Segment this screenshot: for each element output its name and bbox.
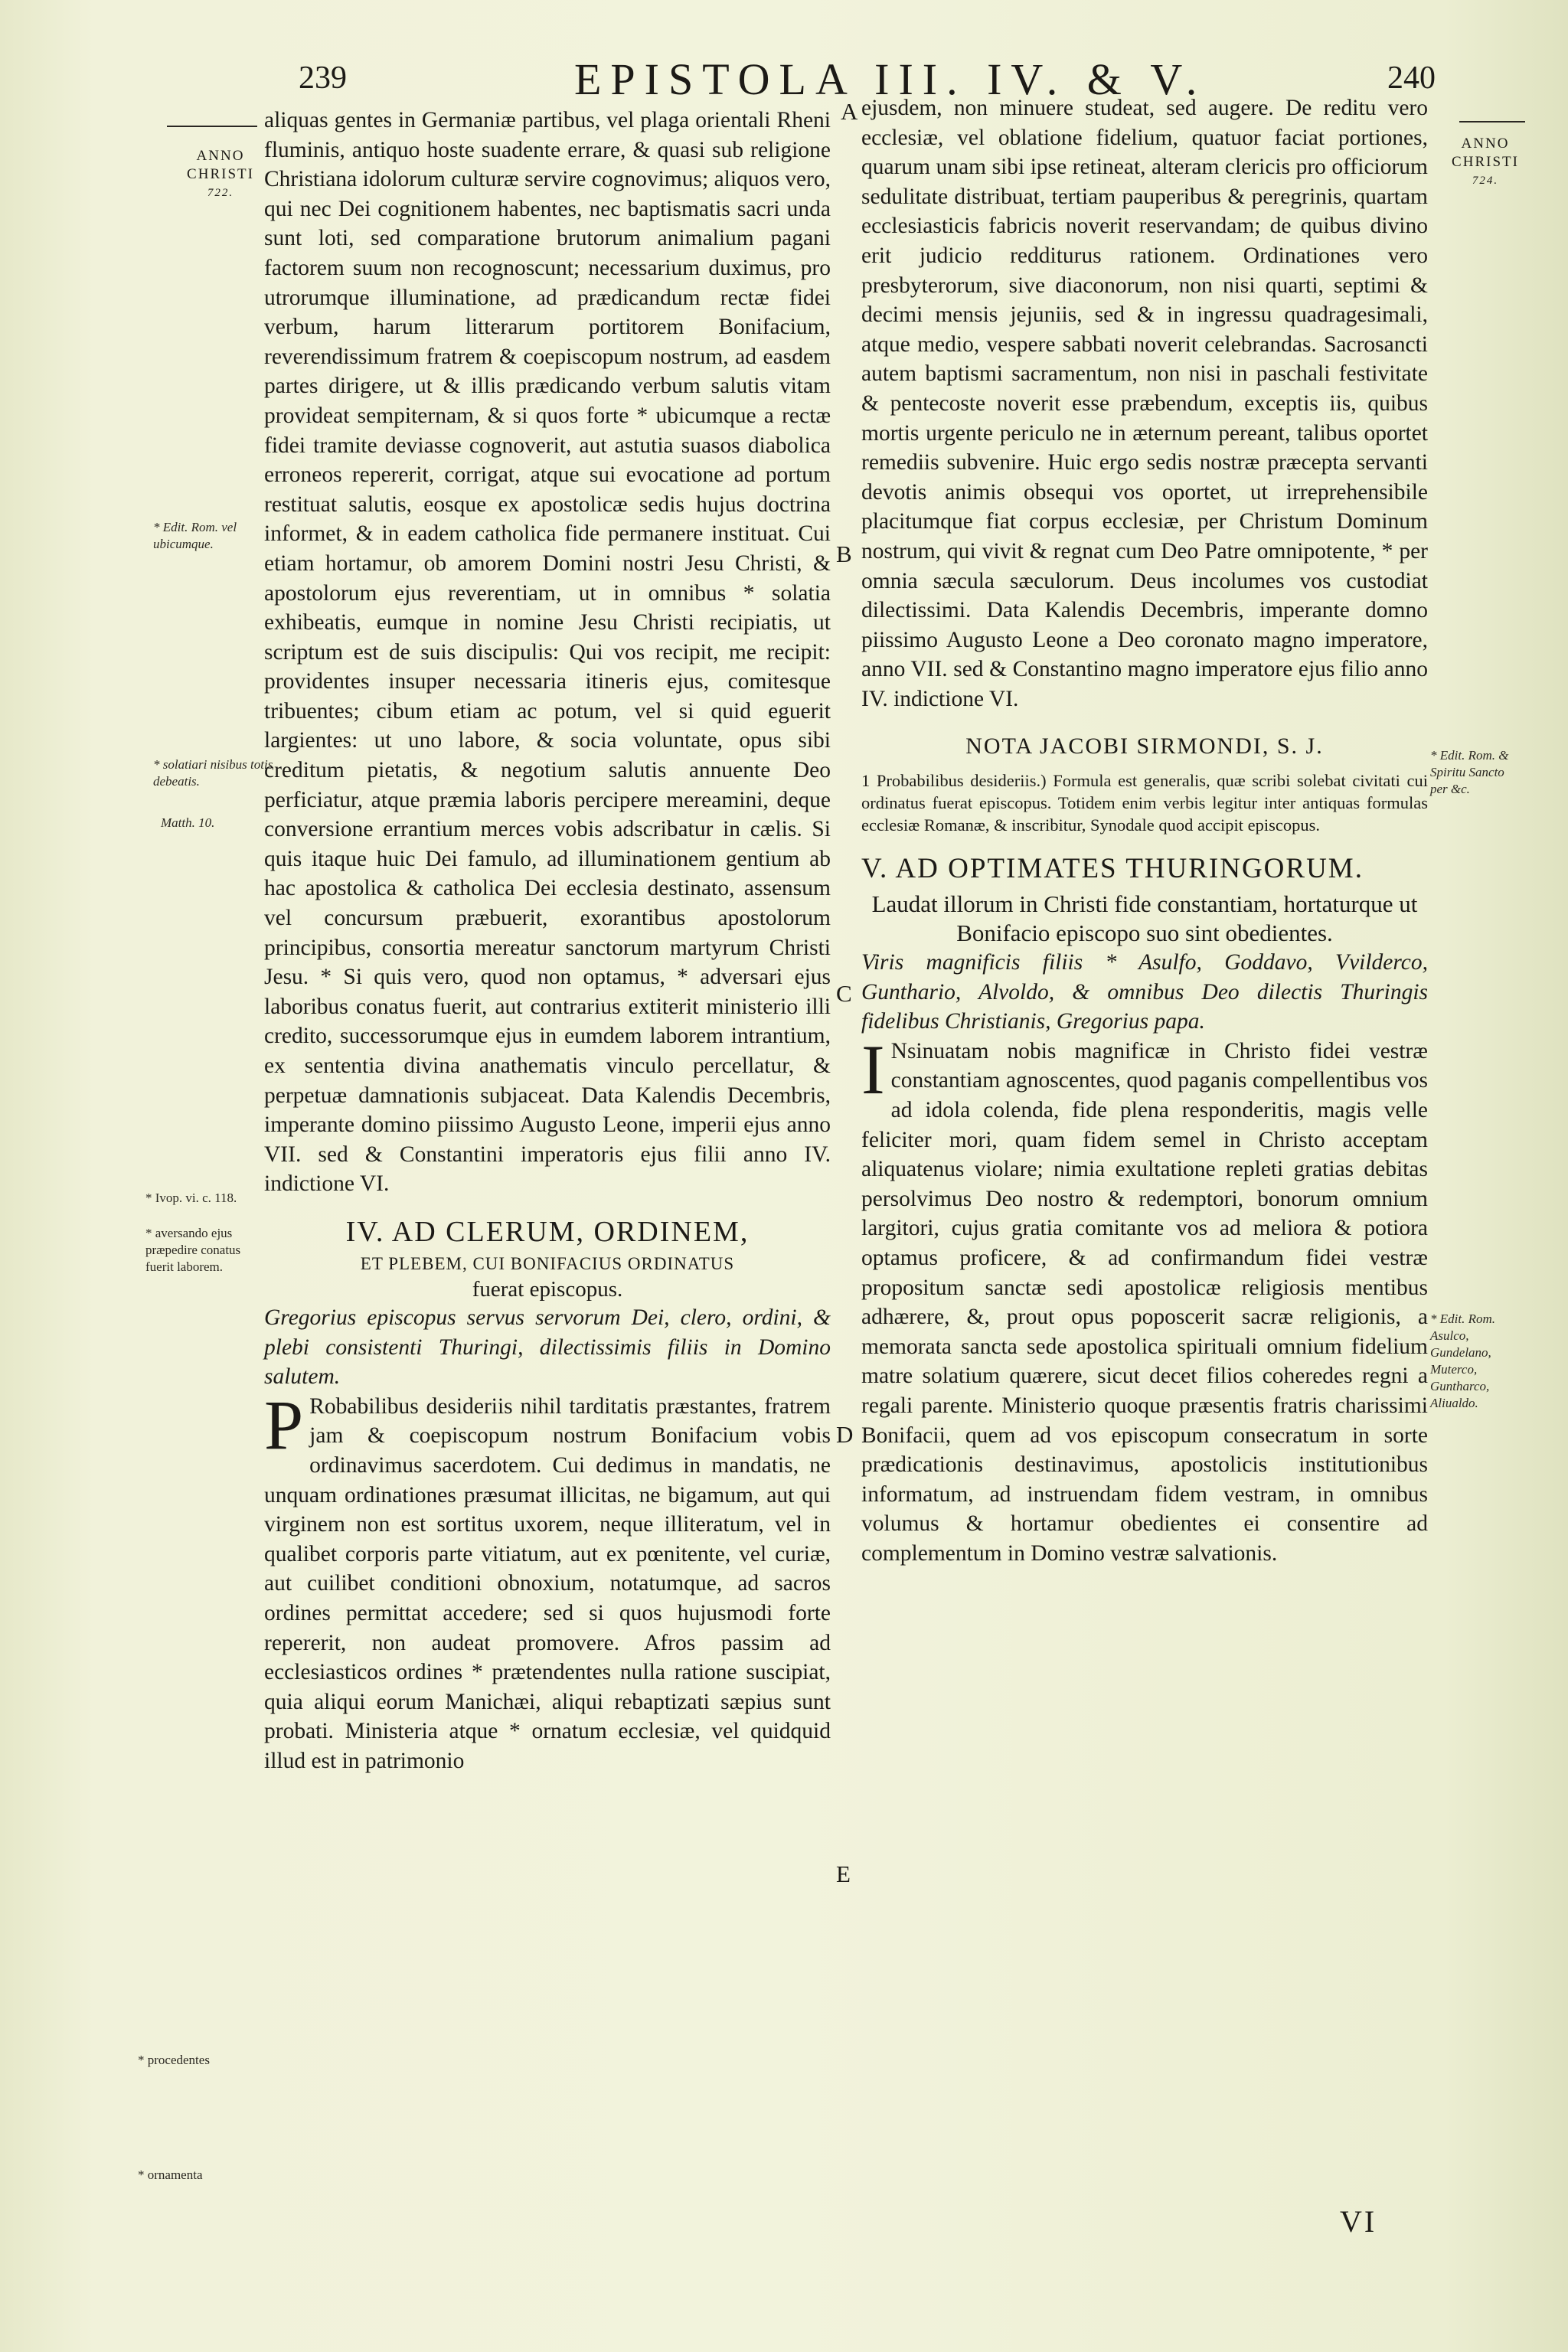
note-sirmondi: 1 Probabilibus desideriis.) Formula est generalis, quæ scribi solebat civitati cui ordinatus fuerat episcopus. Totidem enim verbis legitur inter antiquas formulas ecclesiæ Romanæ, & inscribitur, Synodale quod accipit episcopus. <box>861 771 1428 835</box>
footer-signature: VI <box>1340 2204 1377 2239</box>
margin-note-ornamenta: * ornamenta <box>138 2167 203 2182</box>
margin-rule-right <box>1459 121 1525 122</box>
anno-label: ANNO <box>196 148 245 164</box>
anno-christi-right <box>1447 135 1524 190</box>
marker-d: D <box>836 1421 854 1448</box>
section-iv-dropcap: P <box>264 1385 304 1464</box>
section-iv-body-para <box>264 1385 831 1776</box>
christi-label: CHRISTI <box>1452 154 1519 170</box>
christi-label: CHRISTI <box>187 166 254 182</box>
section-iv-body: Robabilibus desideriis nihil tarditatis præstantes, fratrem jam & coepiscopum nostrum Bonifacium vobis ordinavimus sacerdotem. Cui dedimus in mandatis, ne unquam ordinationes præsumat illicitas, ne bigamum, aut qui virginem non est sortitus uxorem, neque illiteratum, vel in qualibet corporis parte vitiatum, aut ex pœnitente, vel curiæ, aut cuilibet conditioni obnoxium, notatumque, ad sacros ordines permittat accedere; sed si quos hujusmodi forte repererit, non audeat promovere. Afros passim ad ecclesiasticos ordines * prætendentes nulla ratione suscipiat, quia aliqui eorum Manichæi, aliqui rebaptizati sæpius sunt probati. Ministeria atque * ornatum ecclesiæ, vel quidquid illud est in patrimonio <box>264 1393 831 1773</box>
epistle-iv-continuation: ejusdem, non minuere studeat, sed augere. De reditu vero ecclesiæ, vel oblatione fidelium, quatuor faciat portiones, quarum unam sibi ipse retineat, alteram clericis pro officiorum sedulitate distribuat, tertiam pauperibus & peregrinis, quartam ecclesiasticis fabricis noverit reservandam; de quibus divino erit judicio redditurus rationem. Ordinationes vero presbyterorum, sive diaconorum, non nisi quarti, septimi & decimi mensis jejuniis, sed & in ingressu quadragesimali, atque medio, vespere sabbati noverit celebrandas. Sacrosancti autem baptismi sacramentum, non nisi in paschali festivitate & pentecoste noverit esse præbendum, exceptis iis, quibus mortis urgente periculo ne in æternum pereant, talibus oportet remediis subvenire. Huic ergo sedis nostræ præcepta servanti devotis animis obsequi vos oportet, ut irreprehensibile placitumque fiat corpus ecclesiæ, per Christum Dominum nostrum, qui vivit & regnat cum Deo Patre omnipotente, * per omnia sæcula sæculorum. Deus incolumes vos custodiat dilectissimi. Data Kalendis Decembris, imperante domno piissimo Augusto Leone a Deo coronato magno imperatore, anno VII. sed & Constantino magno imperatore ejus filio anno IV. indictione VI. <box>861 96 1428 711</box>
section-v-body: Nsinuatam nobis magnificæ in Christo fidei vestræ constantiam agnoscentes, quod paganis compellentibus vos ad idola colenda, fide plena responderitis, magis velle feliciter mori, quam fidem semel in Christo acceptam aliquatenus violare; nimia exultatione repleti gratias debitas persolvimus Deo nostro & redemptori, bonorum omnium largitori, cujus gratia comitante vos ad meliora & potiora optamus proficere, & ad confirmandum fidei vestræ propositum sanctæ sedi apostolicæ religiosis mentibus adhærere, &, prout opus poposcerit sacræ religionis, a memorata sancta sede apostolica spirituali omnium fidelium matre solatium quærere, sicut decet filios coheredes regni a regali parente. Ministerio quoque præsentis fratris charissimi Bonifacii, quem ad vos episcopum consecratum in sorte prædicationis destinavimus, apostolicis institutionibus informatum, ad instruendam fidem vestram, in omnibus volumus & hortamur obedientes ei consentire ad complementum in Domino vestræ salvationis. <box>861 1038 1428 1566</box>
anno-year: 722. <box>207 187 234 199</box>
anno-label: ANNO <box>1461 136 1510 152</box>
section-iv-salutation: Gregorius episcopus servus servorum Dei, clero, ordini, & plebi consistenti Thuringi, dilectissimis filiis in Domino salutem. <box>264 1305 831 1390</box>
section-v-salutation: Viris magnificis filiis * Asulfo, Goddavo, Vvilderco, Gunthario, Alvoldo, & omnibus Deo dilectis Thuringis fidelibus Christianis, Gregorius papa. <box>861 950 1428 1034</box>
margin-note-ivop: * Ivop. vi. c. 118. <box>145 1191 237 1205</box>
marker-a: A <box>841 98 858 125</box>
marker-b: B <box>836 541 852 567</box>
epistle-iii-text: aliquas gentes in Germaniæ partibus, vel plaga orientali Rheni fluminis, antiquo hoste suadente errare, & quasi sub religione Christiana idolorum culturæ servire cognovimus; aliquos vero, qui nec Dei cognitionem habentes, nec baptismatis sacri unda sunt loti, sed comparatione brutorum animalium pagani factorem suum non recognoscunt; necessarium duximus, pro utrorumque illuminatione, ad prædicandum rectæ fidei verbum, harum litterarum portitorem Bonifacium, reverendissimum fratrem & coepiscopum nostrum, ad easdem partes dirigere, ut & illis prædicando verbum salutis vitam provideat sempiternam, & si quos forte * ubicumque a rectæ fidei tramite deviasse cognoverit, aut astutia suasos diabolica erroneos repererit, corrigat, atque sui evocatione ad portum restituat salutis, eosque ex apostolicæ sedis hujus doctrina informet, & in eadem catholica fide permanere instituat. Cui etiam hortamur, ob amorem Domini nostri Jesu Christi, & apostolorum ejus reverentiam, ut in omnibus * solatia exhibeatis, eumque in nomine Jesu Christi recipiatis, ut scriptum est de suis discipulis: Qui vos recipit, me recipit: providentes insuper necessaria itineris ejus, comitesque tribuentes; cibum etiam ac potum, vel si quid eguerit largientes: ut uno labore, & socia voluntate, opus sibi creditum pietatis, & negotium salutis annuente Deo perficiatur, atque præmia laboris percipere mereamini, deque conversione errantium merces vobis adscribatur in cælis. Si quis itaque huic Dei famulo, ad illuminationem gentium ab hac apostolica & catholica Dei ecclesia destinato, assensum vel concursum præbuerit, exorantibus apostolorum principibus, consortia mereatur sanctorum martyrum Christi Jesu. * Si quis vero, quod non optamus, * adversari ejus laboribus conatus fuerit, aut contrarius extiterit ministerio illi credito, successorumque ejus in eumdem laborem intrantium, ex sententia divina anathematis vinculo percellatur, & perpetuæ damnationis subjaceat. Data Kalendis Decembris, imperante domino piissimo Augusto Leone, imperii ejus anno VII. sed & Constantini imperatoris ejus filii anno IV. indictione VI. <box>264 108 831 1197</box>
margin-note-matthew: Matth. 10. <box>161 815 215 830</box>
margin-rule-left <box>167 126 257 127</box>
section-v-dropcap: I <box>861 1030 885 1109</box>
section-iv-title: IV. AD CLERUM, ORDINEM, <box>345 1215 750 1248</box>
margin-note-edit-rom-names: * Edit. Rom. Asulco, Gundelano, Muterco, Guntharco, Aliualdo. <box>1430 1312 1495 1410</box>
running-title: EPISTOLA III. IV. & V. <box>574 54 1207 104</box>
right-column <box>861 93 1428 1569</box>
section-v-body-para <box>861 1030 1428 1569</box>
note-title: NOTA JACOBI SIRMONDI, S. J. <box>965 733 1324 760</box>
page-number-left: 239 <box>299 60 347 96</box>
anno-year: 724. <box>1472 175 1499 187</box>
margin-note-edit-rom-spiritu: * Edit. Rom. & Spiritu Sancto per &c. <box>1430 748 1509 796</box>
left-column <box>264 106 831 1775</box>
margin-note-edit-rom: * Edit. Rom. vel ubicumque. <box>153 520 237 551</box>
margin-note-solatiari: * solatiari nisibus totis debeatis. <box>153 757 273 789</box>
margin-note-procedentes: * procedentes <box>138 2053 210 2067</box>
section-iv-subtitle-2: fuerat episcopus. <box>472 1276 623 1302</box>
anno-christi-left <box>167 147 274 202</box>
page-number-right: 240 <box>1387 60 1436 96</box>
marker-e: E <box>836 1860 851 1887</box>
marker-c: C <box>836 980 852 1007</box>
section-v-argument: Laudat illorum in Christi fide constantiam, hortaturque ut Bonifacio episcopo suo sint obedientes. <box>871 890 1418 947</box>
section-v-title: V. AD OPTIMATES THURINGORUM. <box>861 853 1364 885</box>
section-iv-subtitle: ET PLEBEM, CUI BONIFACIUS ORDINATUS <box>360 1253 735 1273</box>
margin-note-aversando: * aversando ejus præpedire conatus fuerit laborem. <box>145 1226 241 1274</box>
